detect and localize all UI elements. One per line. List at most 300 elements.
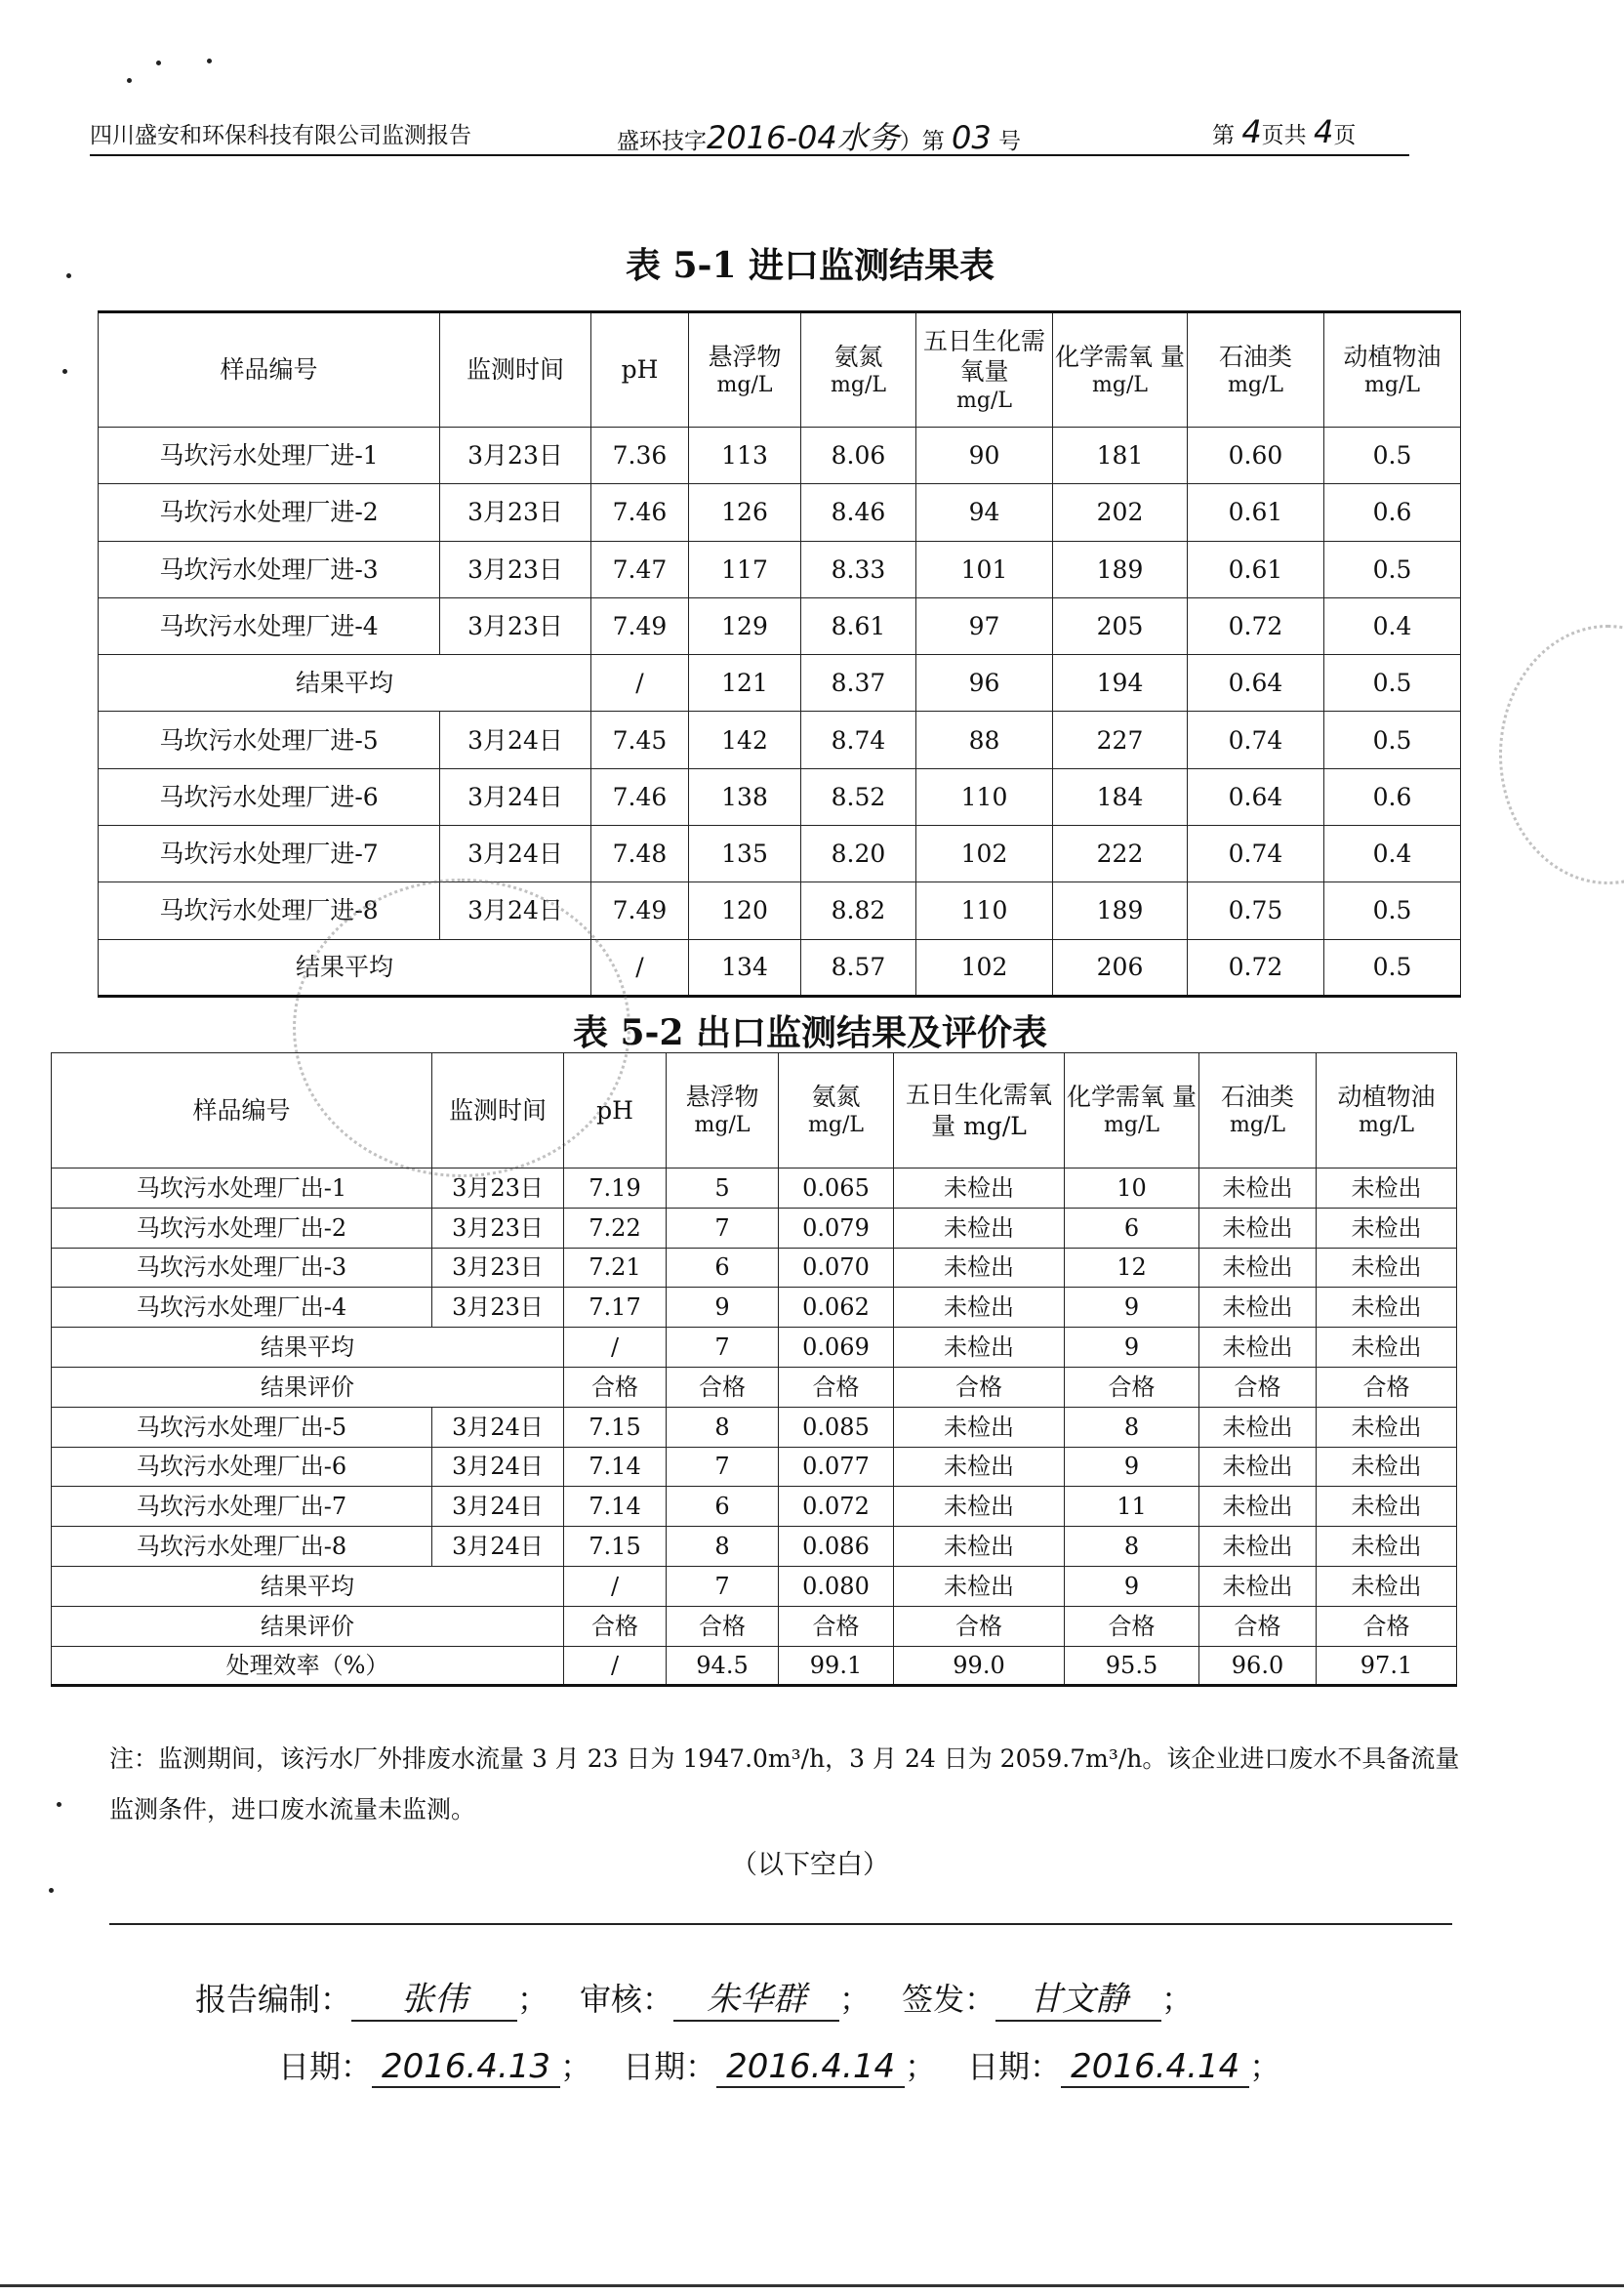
column-header	[432, 1053, 564, 1168]
column-header-unit: mg/L	[694, 1113, 751, 1138]
sample-date: 3月23日	[432, 1208, 564, 1248]
cell-value: 9	[667, 1288, 779, 1328]
signature-end: ；	[905, 2048, 937, 2085]
column-header	[1188, 312, 1324, 428]
column-header-unit: mg/L	[1364, 372, 1420, 397]
cell-value: 97.1	[1317, 1646, 1457, 1686]
row-label: 结果评价	[52, 1606, 564, 1646]
signature-label: 审核：	[580, 1981, 674, 2018]
cell-value: 99.0	[894, 1646, 1065, 1686]
signature-end: ；	[1161, 1981, 1194, 2018]
scan-speck	[49, 1888, 54, 1893]
cell-value: 110	[916, 768, 1053, 825]
cell-value: 未检出	[1199, 1527, 1317, 1567]
inlet-results-table	[98, 310, 1461, 998]
cell-value: 194	[1053, 655, 1188, 712]
column-header-label: 监测时间	[466, 355, 564, 385]
cell-value: 未检出	[894, 1566, 1065, 1606]
cell-value: 0.5	[1324, 655, 1461, 712]
sample-date: 3月23日	[440, 597, 591, 654]
summary-row	[99, 655, 1461, 712]
cell-value: 合格	[779, 1606, 894, 1646]
cell-value: 未检出	[1317, 1527, 1457, 1567]
cell-value: 222	[1053, 826, 1188, 882]
cell-value: 0.74	[1188, 826, 1324, 882]
sample-date: 3月24日	[432, 1447, 564, 1487]
cell-value: 110	[916, 882, 1053, 939]
cell-value: 未检出	[1199, 1407, 1317, 1447]
summary-row	[52, 1328, 1457, 1368]
cell-value: 12	[1065, 1248, 1199, 1288]
cell-value: 未检出	[1199, 1168, 1317, 1209]
cell-value: 0.079	[779, 1208, 894, 1248]
table-row	[52, 1407, 1457, 1447]
cell-value: 11	[1065, 1487, 1199, 1527]
sample-id: 马坎污水处理厂出-8	[52, 1527, 432, 1567]
separator-rule	[109, 1923, 1452, 1925]
cell-value: 6	[667, 1487, 779, 1527]
column-header-unit: mg/L	[1230, 1113, 1285, 1138]
report-number-value: 03	[952, 119, 992, 156]
cell-value: 8.06	[801, 428, 916, 484]
cell-value: 未检出	[1199, 1487, 1317, 1527]
column-header	[1065, 1053, 1199, 1168]
cell-value: 7.49	[591, 597, 689, 654]
cell-value: 120	[689, 882, 801, 939]
cell-value: 合格	[1199, 1606, 1317, 1646]
cell-value: 未检出	[894, 1328, 1065, 1368]
column-header-unit: mg/L	[808, 1113, 864, 1138]
report-number	[617, 113, 1021, 158]
page-total: 4	[1313, 113, 1334, 150]
cell-value: 134	[689, 939, 801, 996]
handwritten-value: 2016.4.14	[1061, 2047, 1249, 2088]
column-header-unit: mg/L	[1228, 372, 1283, 397]
header-row	[99, 312, 1461, 428]
cell-value: 7.14	[564, 1447, 667, 1487]
cell-value: 未检出	[894, 1407, 1065, 1447]
cell-value: 7.45	[591, 712, 689, 768]
column-header	[1053, 312, 1188, 428]
cell-value: 0.5	[1324, 541, 1461, 597]
outlet-results-table	[51, 1052, 1457, 1687]
signature-field	[278, 2042, 591, 2088]
report-number-handwritten-2: 水务	[836, 119, 900, 156]
cell-value: 8	[1065, 1407, 1199, 1447]
cell-value: 7	[667, 1328, 779, 1368]
cell-value: 5	[667, 1168, 779, 1209]
report-number-suffix: 号	[998, 129, 1022, 154]
page-number: 4	[1241, 113, 1262, 150]
column-header	[564, 1053, 667, 1168]
column-header	[52, 1053, 432, 1168]
sample-date: 3月24日	[432, 1407, 564, 1447]
cell-value: 138	[689, 768, 801, 825]
column-header-unit: mg/L	[1359, 1113, 1414, 1138]
cell-value: 0.069	[779, 1328, 894, 1368]
row-label: 结果平均	[99, 939, 591, 996]
table-row	[99, 768, 1461, 825]
cell-value: 0.74	[1188, 712, 1324, 768]
sample-date: 3月24日	[440, 882, 591, 939]
column-header	[894, 1053, 1065, 1168]
table-row	[52, 1208, 1457, 1248]
sample-id: 马坎污水处理厂出-1	[52, 1168, 432, 1209]
cell-value: 0.5	[1324, 428, 1461, 484]
column-header-unit: mg/L	[1104, 1113, 1159, 1138]
cell-value: 97	[916, 597, 1053, 654]
cell-value: 未检出	[1317, 1208, 1457, 1248]
cell-value: 未检出	[894, 1168, 1065, 1209]
cell-value: 0.6	[1324, 768, 1461, 825]
sample-id: 马坎污水处理厂进-1	[99, 428, 440, 484]
cell-value: 0.61	[1188, 541, 1324, 597]
cell-value: 8.46	[801, 484, 916, 541]
column-header-label: 石油类	[1220, 1083, 1294, 1112]
header-row	[52, 1053, 1457, 1168]
cell-value: 未检出	[894, 1447, 1065, 1487]
column-header-label: 五日生化需氧量	[922, 327, 1045, 387]
sample-date: 3月23日	[432, 1288, 564, 1328]
cell-value: 0.5	[1324, 712, 1461, 768]
column-header-label: 样品编号	[192, 1095, 291, 1125]
sample-id: 马坎污水处理厂出-5	[52, 1407, 432, 1447]
sample-id: 马坎污水处理厂出-2	[52, 1208, 432, 1248]
column-header	[667, 1053, 779, 1168]
sample-date: 3月23日	[432, 1168, 564, 1209]
cell-value: 合格	[564, 1606, 667, 1646]
column-header-label: 化学需氧 量	[1055, 342, 1185, 371]
cell-value: 0.077	[779, 1447, 894, 1487]
cell-value: /	[564, 1328, 667, 1368]
table2-title: 表 5-2 出口监测结果及评价表	[572, 1012, 1048, 1053]
cell-value: 未检出	[1199, 1447, 1317, 1487]
cell-value: 205	[1053, 597, 1188, 654]
sample-id: 马坎污水处理厂进-8	[99, 882, 440, 939]
summary-row	[52, 1367, 1457, 1407]
handwritten-value: 2016.4.14	[716, 2047, 905, 2088]
cell-value: 117	[689, 541, 801, 597]
cell-value: 合格	[894, 1367, 1065, 1407]
cell-value: 202	[1053, 484, 1188, 541]
column-header-unit: mg/L	[831, 372, 886, 397]
column-header-label: 氨氮	[811, 1083, 861, 1112]
column-header-label: 五日生化需氧量 mg/L	[905, 1081, 1052, 1140]
column-header-label: pH	[621, 355, 659, 385]
cell-value: 227	[1053, 712, 1188, 768]
sample-id: 马坎污水处理厂进-5	[99, 712, 440, 768]
cell-value: 99.1	[779, 1646, 894, 1686]
table2-header	[52, 1053, 1457, 1168]
cell-value: 9	[1065, 1328, 1199, 1368]
table2-body	[52, 1168, 1457, 1686]
signature-end: ；	[1249, 2048, 1281, 2085]
cell-value: 合格	[564, 1367, 667, 1407]
handwritten-value: 2016.4.13	[372, 2047, 560, 2088]
scan-speck	[127, 78, 132, 83]
column-header	[440, 312, 591, 428]
handwritten-value: 甘文静	[995, 1972, 1161, 2022]
column-header	[801, 312, 916, 428]
cell-value: 189	[1053, 541, 1188, 597]
column-header	[591, 312, 689, 428]
row-label: 处理效率（%）	[52, 1646, 564, 1686]
cell-value: 未检出	[1317, 1328, 1457, 1368]
cell-value: 8.33	[801, 541, 916, 597]
cell-value: 0.4	[1324, 597, 1461, 654]
flow-note: 注：监测期间，该污水厂外排废水流量 3 月 23 日为 1947.0m³/h，3 月 24 日为 2059.7m³/h。该企业进口废水不具备流量监测条件，进口废水流量未监测。	[109, 1744, 1460, 1824]
cell-value: 0.60	[1188, 428, 1324, 484]
cell-value: 7.48	[591, 826, 689, 882]
cell-value: 10	[1065, 1168, 1199, 1209]
handwritten-value: 张伟	[351, 1972, 517, 2022]
column-header-label: pH	[596, 1095, 633, 1125]
report-number-prefix: 盛环技字	[617, 129, 707, 154]
cell-value: 121	[689, 655, 801, 712]
cell-value: 8.52	[801, 768, 916, 825]
cell-value: 0.086	[779, 1527, 894, 1567]
cell-value: 6	[667, 1248, 779, 1288]
cell-value: 135	[689, 826, 801, 882]
cell-value: 0.61	[1188, 484, 1324, 541]
column-header-label: 动植物油	[1343, 342, 1441, 371]
sample-date: 3月23日	[440, 541, 591, 597]
row-label: 结果平均	[52, 1328, 564, 1368]
cell-value: 0.64	[1188, 655, 1324, 712]
cell-value: 189	[1053, 882, 1188, 939]
cell-value: 合格	[1199, 1367, 1317, 1407]
page-bottom-edge	[0, 2284, 1624, 2287]
cell-value: 101	[916, 541, 1053, 597]
table-row	[52, 1168, 1457, 1209]
cell-value: 102	[916, 939, 1053, 996]
signature-end: ；	[839, 1981, 872, 2018]
signature-row	[195, 1972, 1464, 2030]
scan-speck	[156, 61, 161, 65]
page-mid: 页共	[1261, 123, 1307, 148]
cell-value: 181	[1053, 428, 1188, 484]
column-header	[916, 312, 1053, 428]
cell-value: 未检出	[1317, 1566, 1457, 1606]
cell-value: 未检出	[1317, 1407, 1457, 1447]
cell-value: 0.72	[1188, 939, 1324, 996]
cell-value: 7.46	[591, 768, 689, 825]
seal-stamp-edge	[1499, 625, 1624, 884]
row-label: 结果评价	[52, 1367, 564, 1407]
page-suffix: 页	[1333, 123, 1357, 148]
cell-value: 未检出	[1199, 1288, 1317, 1328]
date-row	[278, 2042, 1547, 2101]
cell-value: 7.19	[564, 1168, 667, 1209]
header-rule	[90, 154, 1409, 156]
cell-value: 6	[1065, 1208, 1199, 1248]
sample-id: 马坎污水处理厂出-4	[52, 1288, 432, 1328]
sample-date: 3月23日	[432, 1248, 564, 1288]
cell-value: 合格	[894, 1606, 1065, 1646]
cell-value: 未检出	[894, 1527, 1065, 1567]
sample-date: 3月24日	[440, 712, 591, 768]
signature-label: 日期：	[623, 2048, 717, 2085]
cell-value: 未检出	[1199, 1328, 1317, 1368]
cell-value: 0.72	[1188, 597, 1324, 654]
table1-body	[99, 428, 1461, 997]
sample-date: 3月24日	[432, 1487, 564, 1527]
cell-value: 0.085	[779, 1407, 894, 1447]
cell-value: 8	[1065, 1527, 1199, 1567]
cell-value: 合格	[1065, 1367, 1199, 1407]
sample-id: 马坎污水处理厂出-3	[52, 1248, 432, 1288]
signature-field	[902, 1972, 1193, 2022]
cell-value: 8.57	[801, 939, 916, 996]
column-header-label: 化学需氧 量	[1067, 1083, 1197, 1112]
cell-value: 90	[916, 428, 1053, 484]
cell-value: 9	[1065, 1288, 1199, 1328]
cell-value: 7.36	[591, 428, 689, 484]
column-header-label: 动植物油	[1337, 1083, 1436, 1112]
cell-value: /	[591, 939, 689, 996]
table-row	[52, 1447, 1457, 1487]
blank-marker: （以下空白）	[731, 1850, 889, 1880]
table-row	[99, 826, 1461, 882]
signature-end: ；	[517, 1981, 549, 2018]
cell-value: 8.61	[801, 597, 916, 654]
signature-label: 签发：	[902, 1981, 996, 2018]
cell-value: 96.0	[1199, 1646, 1317, 1686]
scan-speck	[207, 59, 212, 63]
cell-value: 7	[667, 1566, 779, 1606]
cell-value: 113	[689, 428, 801, 484]
column-header-label: 悬浮物	[685, 1083, 759, 1112]
cell-value: 未检出	[1317, 1288, 1457, 1328]
cell-value: 0.5	[1324, 882, 1461, 939]
cell-value: 7	[667, 1208, 779, 1248]
cell-value: 8	[667, 1527, 779, 1567]
sample-id: 马坎污水处理厂进-2	[99, 484, 440, 541]
signature-label: 日期：	[278, 2048, 373, 2085]
sample-date: 3月23日	[440, 428, 591, 484]
cell-value: 129	[689, 597, 801, 654]
cell-value: 142	[689, 712, 801, 768]
cell-value: 9	[1065, 1566, 1199, 1606]
cell-value: 8.37	[801, 655, 916, 712]
cell-value: 合格	[1317, 1367, 1457, 1407]
cell-value: 未检出	[1317, 1447, 1457, 1487]
cell-value: 7.15	[564, 1407, 667, 1447]
table-row	[52, 1248, 1457, 1288]
row-label: 结果平均	[52, 1566, 564, 1606]
cell-value: /	[564, 1646, 667, 1686]
cell-value: /	[591, 655, 689, 712]
cell-value: 7.17	[564, 1288, 667, 1328]
page-count	[1212, 113, 1356, 150]
sample-id: 马坎污水处理厂出-7	[52, 1487, 432, 1527]
column-header	[779, 1053, 894, 1168]
cell-value: 7.22	[564, 1208, 667, 1248]
cell-value: 7.49	[591, 882, 689, 939]
signature-field	[623, 2042, 936, 2088]
cell-value: 102	[916, 826, 1053, 882]
table-row	[52, 1527, 1457, 1567]
cell-value: 88	[916, 712, 1053, 768]
table-row	[99, 597, 1461, 654]
column-header-label: 氨氮	[833, 342, 883, 371]
cell-value: 0.065	[779, 1168, 894, 1209]
signature-end: ；	[560, 2048, 592, 2085]
cell-value: 206	[1053, 939, 1188, 996]
column-header	[689, 312, 801, 428]
cell-value: 未检出	[894, 1208, 1065, 1248]
cell-value: 0.070	[779, 1248, 894, 1288]
cell-value: 未检出	[1317, 1487, 1457, 1527]
cell-value: 94	[916, 484, 1053, 541]
cell-value: 合格	[1065, 1606, 1199, 1646]
sample-id: 马坎污水处理厂进-4	[99, 597, 440, 654]
cell-value: 未检出	[1199, 1208, 1317, 1248]
sample-id: 马坎污水处理厂进-6	[99, 768, 440, 825]
cell-value: 合格	[667, 1367, 779, 1407]
cell-value: 未检出	[1317, 1248, 1457, 1288]
report-header	[90, 109, 1409, 154]
cell-value: 0.062	[779, 1288, 894, 1328]
sample-id: 马坎污水处理厂进-7	[99, 826, 440, 882]
cell-value: 126	[689, 484, 801, 541]
cell-value: 7.15	[564, 1527, 667, 1567]
cell-value: 0.4	[1324, 826, 1461, 882]
column-header-unit: mg/L	[956, 388, 1012, 413]
company-report-name: 四川盛安和环保科技有限公司监测报告	[90, 123, 471, 148]
scan-speck	[66, 273, 71, 278]
cell-value: 95.5	[1065, 1646, 1199, 1686]
signature-label: 日期：	[967, 2048, 1062, 2085]
scan-speck	[62, 369, 67, 374]
report-number-mid: ）第	[899, 129, 945, 154]
cell-value: 0.64	[1188, 768, 1324, 825]
sample-id: 马坎污水处理厂进-3	[99, 541, 440, 597]
table-row	[99, 712, 1461, 768]
cell-value: 未检出	[1199, 1248, 1317, 1288]
cell-value: 9	[1065, 1447, 1199, 1487]
cell-value: 94.5	[667, 1646, 779, 1686]
handwritten-value: 朱华群	[673, 1972, 839, 2022]
signature-field	[967, 2042, 1280, 2088]
table-row	[99, 484, 1461, 541]
column-header	[99, 312, 440, 428]
cell-value: 7.46	[591, 484, 689, 541]
cell-value: 未检出	[1317, 1168, 1457, 1209]
report-number-handwritten: 2016-04	[707, 119, 837, 156]
cell-value: 7.47	[591, 541, 689, 597]
row-label: 结果平均	[99, 655, 591, 712]
sample-date: 3月24日	[432, 1527, 564, 1567]
table-row	[52, 1487, 1457, 1527]
table1-title: 表 5-1 进口监测结果表	[625, 245, 995, 286]
cell-value: 未检出	[894, 1288, 1065, 1328]
cell-value: 7	[667, 1447, 779, 1487]
cell-value: 0.072	[779, 1487, 894, 1527]
table-row	[52, 1288, 1457, 1328]
cell-value: 0.75	[1188, 882, 1324, 939]
scan-speck	[57, 1802, 61, 1807]
cell-value: 184	[1053, 768, 1188, 825]
cell-value: 未检出	[894, 1487, 1065, 1527]
cell-value: 未检出	[894, 1248, 1065, 1288]
cell-value: 未检出	[1199, 1566, 1317, 1606]
cell-value: 合格	[1317, 1606, 1457, 1646]
column-header-label: 样品编号	[220, 355, 318, 385]
table-row	[99, 428, 1461, 484]
signature-field	[195, 1972, 548, 2022]
summary-row	[52, 1566, 1457, 1606]
